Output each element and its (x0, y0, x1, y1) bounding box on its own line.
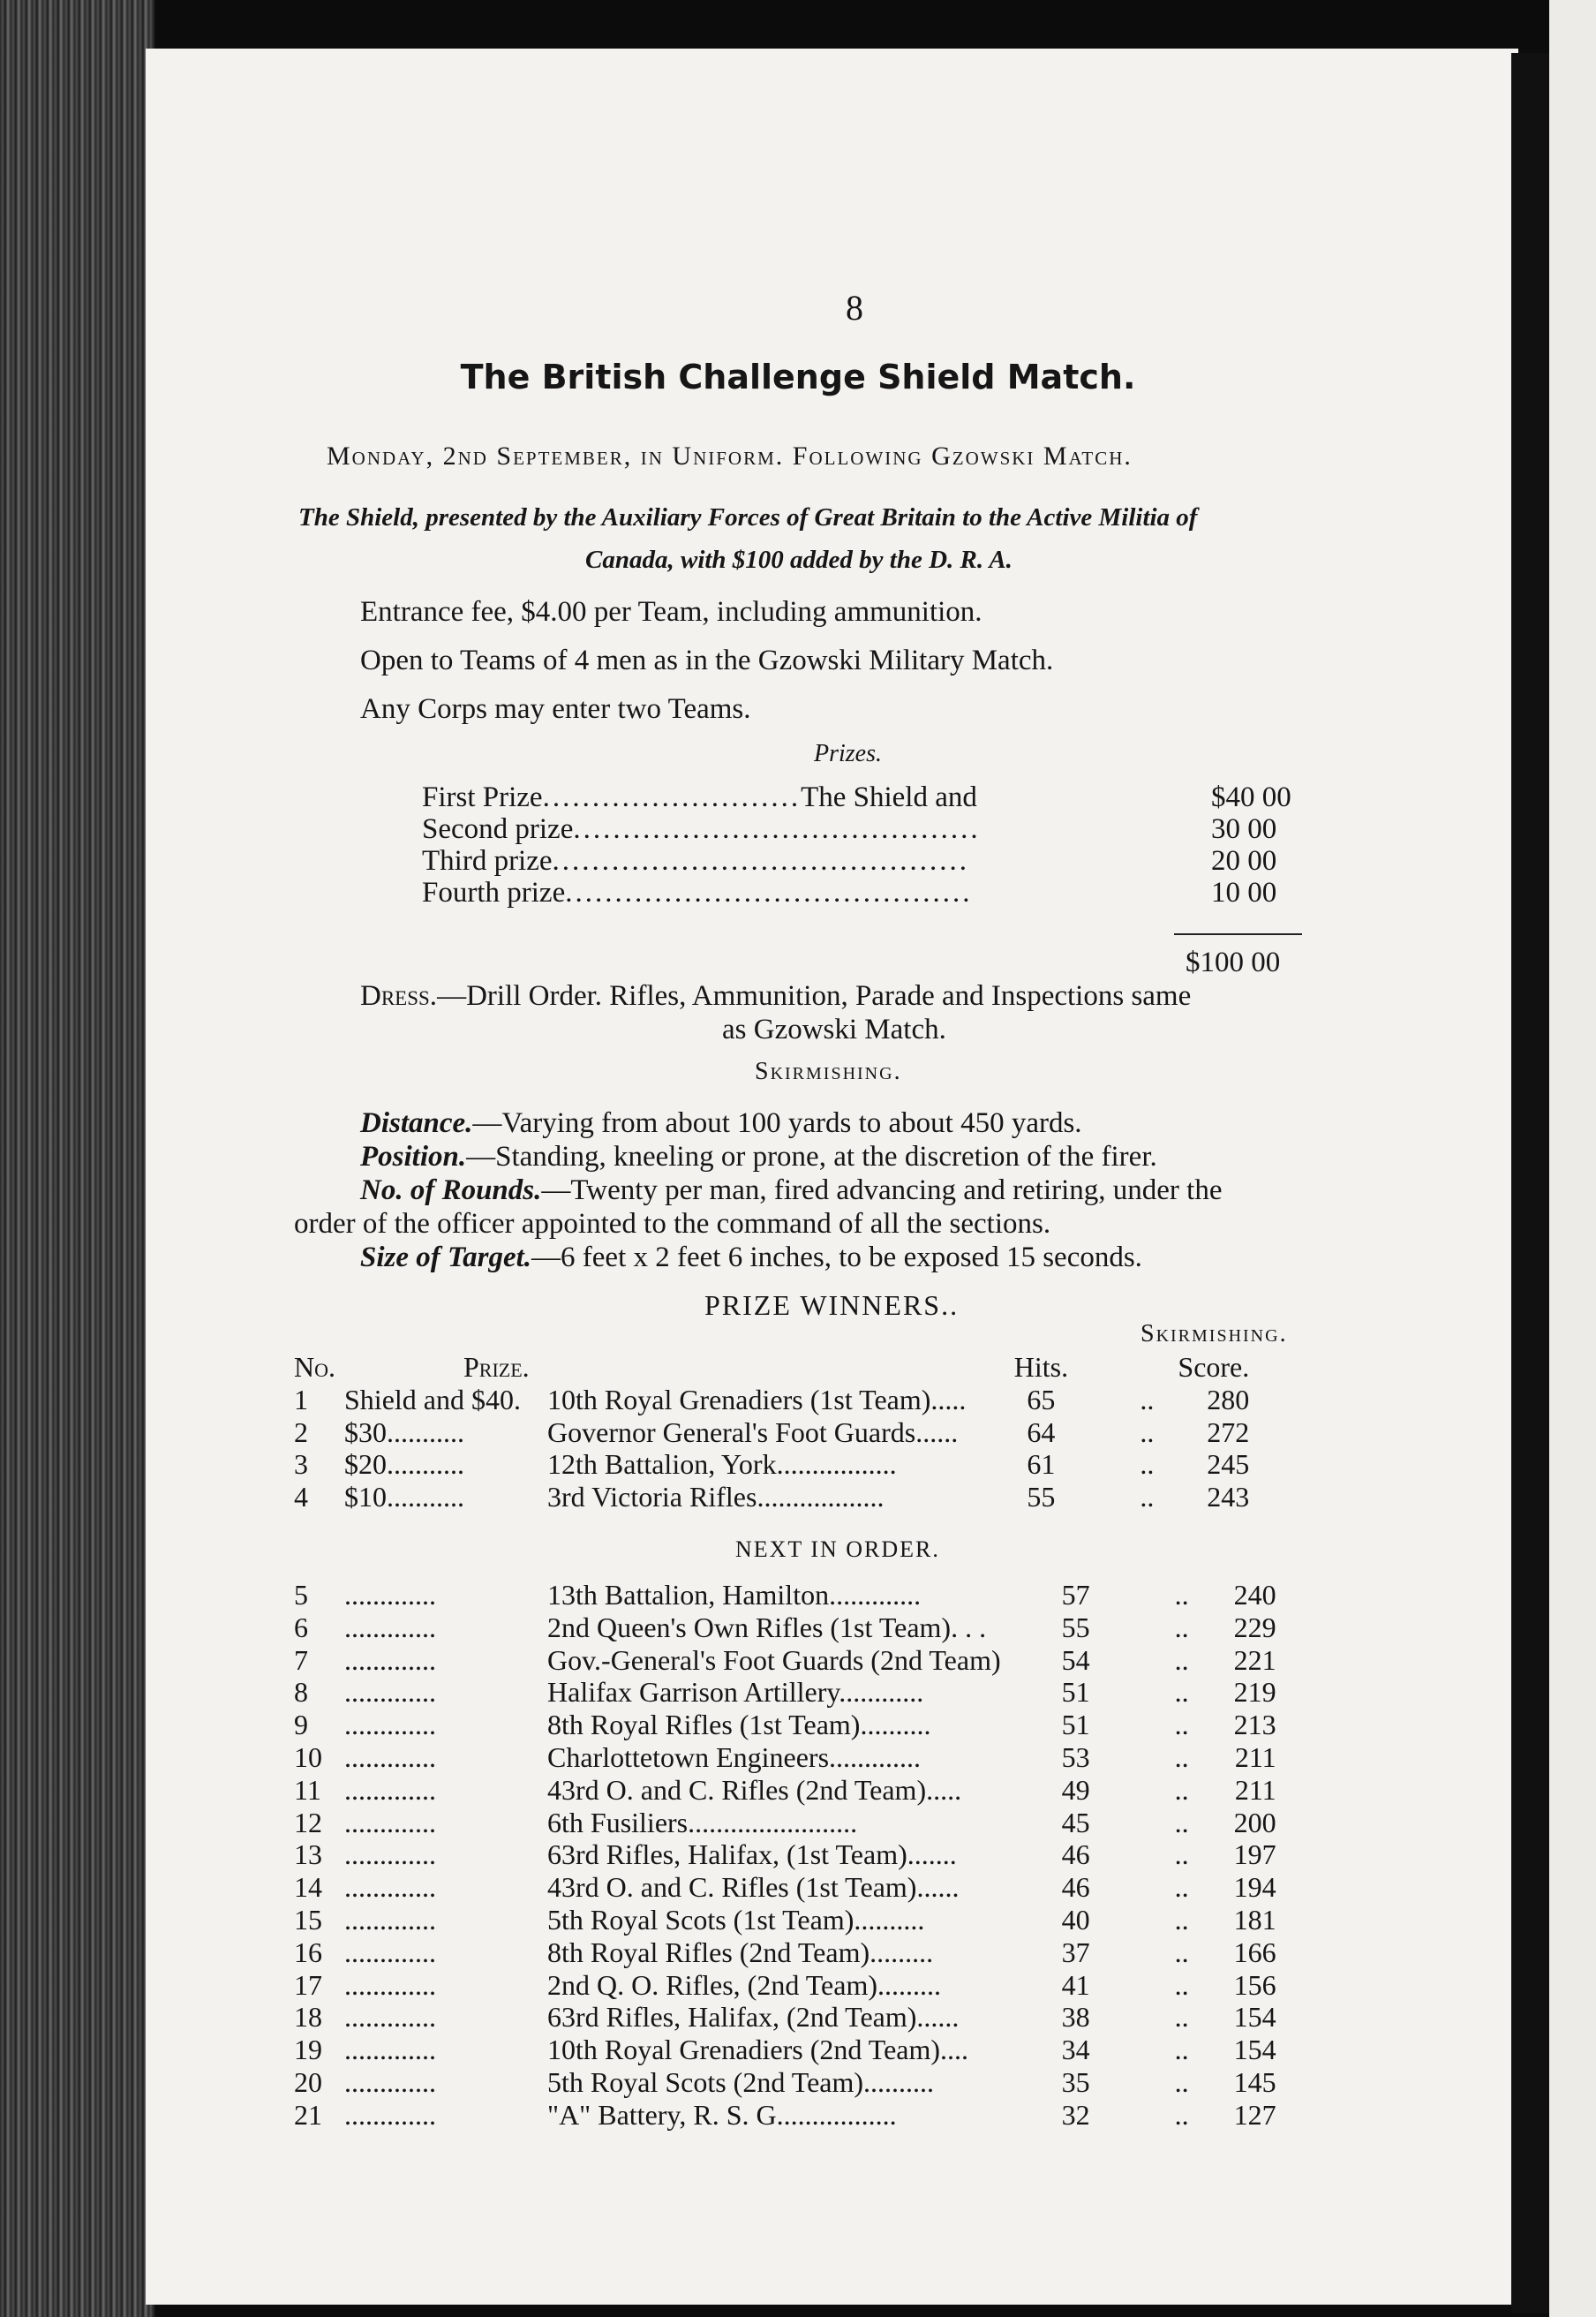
cell-prize: $30........... (344, 1415, 464, 1448)
cell-team: 8th Royal Rifles (1st Team).......... (547, 1709, 931, 1741)
cell-team: "A" Battery, R. S. G................. (547, 2098, 897, 2131)
prize-row (422, 845, 969, 878)
distance-text: —Varying from about 100 yards to about 450 yards. (472, 1107, 1082, 1139)
table-row (294, 1644, 1276, 1677)
position-text: —Standing, kneeling or prone, at the discretion of the firer. (466, 1141, 1157, 1173)
cell-no: 21 (294, 2098, 322, 2131)
table-row (294, 1579, 1276, 1611)
cell-separator: .. (1174, 2065, 1189, 2098)
prize-amount: $40 00 (1211, 781, 1291, 813)
date-line: Monday, 2nd September, in Uniform. Following Gzowski Match. (327, 442, 1133, 471)
cell-team: Charlottetown Engineers............. (547, 1740, 922, 1773)
table-row (294, 1384, 1249, 1416)
cell-score: 156 (1233, 1968, 1276, 2001)
rounds-line (360, 1174, 1222, 1207)
prize-row (422, 813, 981, 846)
cell-team: 12th Battalion, York................. (547, 1448, 897, 1481)
distance-label: Distance. (360, 1107, 473, 1139)
cell-prize: ............. (344, 2065, 436, 2098)
cell-score: 194 (1233, 1871, 1276, 1904)
table-row (294, 1741, 1276, 1774)
entrance-fee-text: Entrance fee, $4.00 per Team, including ammunition. (360, 596, 982, 628)
cell-score: 181 (1233, 1903, 1276, 1936)
cell-prize: Shield and $40. (344, 1383, 521, 1415)
cell-no: 13 (294, 1838, 322, 1871)
open-to-text: Open to Teams of 4 men as in the Gzowski Military Match. (360, 645, 1054, 676)
rounds-label: No. of Rounds. (360, 1174, 542, 1206)
description-line-1: The Shield, presented by the Auxiliary Forces of Great Britain to the Active Militia of (298, 503, 1198, 532)
dress-text: —Drill Order. Rifles, Ammunition, Parade and Inspections same (437, 980, 1192, 1012)
cell-score: 211 (1234, 1773, 1276, 1806)
col-header-no: No. (294, 1351, 335, 1383)
cell-no: 7 (294, 1643, 308, 1676)
cell-score: 211 (1234, 1740, 1276, 1773)
cell-separator: .. (1174, 1676, 1189, 1709)
cell-no: 11 (294, 1773, 321, 1806)
cell-hits: 37 (1061, 1936, 1090, 1968)
table-row (294, 1904, 1276, 1936)
cell-team: 10th Royal Grenadiers (2nd Team).... (547, 2034, 969, 2066)
cell-separator: .. (1174, 1740, 1189, 1773)
prize-leader-dots: ......................................... (573, 813, 981, 845)
cell-prize: ............. (344, 1871, 436, 1904)
dress-label: Dress. (360, 980, 438, 1012)
cell-prize: $20........... (344, 1448, 464, 1481)
prize-leader-dots: .......................................... (552, 845, 970, 877)
book-page-edges-left (0, 0, 154, 2317)
cell-no: 6 (294, 1611, 308, 1643)
cell-score: 145 (1233, 2065, 1276, 2098)
table-row (294, 1774, 1276, 1807)
cell-score: 154 (1233, 2034, 1276, 2066)
cell-team: 5th Royal Scots (2nd Team).......... (547, 2065, 935, 2098)
prize-leader-dots: ......................................... (565, 877, 973, 909)
cell-score: 166 (1233, 1936, 1276, 1968)
prize-row (422, 877, 972, 909)
cell-separator: .. (1140, 1481, 1155, 1513)
prize-label: Second prize (422, 813, 574, 845)
table-row (294, 2066, 1276, 2099)
cell-hits: 49 (1061, 1773, 1090, 1806)
cell-prize: ............. (344, 1806, 436, 1838)
cell-prize: ............. (344, 1709, 436, 1741)
cell-hits: 45 (1061, 1806, 1090, 1838)
cell-separator: .. (1174, 2034, 1189, 2066)
prize-label: First Prize (422, 781, 543, 813)
cell-prize: ............. (344, 1838, 436, 1871)
cell-separator: .. (1140, 1415, 1155, 1448)
cell-no: 19 (294, 2034, 322, 2066)
table-row (294, 1969, 1276, 2002)
table-row (294, 1676, 1276, 1709)
position-line (360, 1141, 1157, 1174)
prize-winners-heading: PRIZE WINNERS.. (704, 1289, 960, 1321)
cell-separator: .. (1174, 1838, 1189, 1871)
cell-prize: ............. (344, 1968, 436, 2001)
cell-hits: 57 (1061, 1579, 1090, 1611)
cell-score: 197 (1233, 1838, 1276, 1871)
table-row (294, 2001, 1276, 2034)
total-rule (1174, 933, 1302, 935)
cell-team: 5th Royal Scots (1st Team).......... (547, 1903, 925, 1936)
prize-description: The Shield and (801, 781, 977, 813)
prize-amount: 20 00 (1211, 845, 1277, 877)
cell-team: 63rd Rifles, Halifax, (2nd Team)...... (547, 2001, 960, 2034)
cell-no: 15 (294, 1903, 322, 1936)
table-row (294, 1807, 1276, 1839)
cell-prize: ............. (344, 1903, 436, 1936)
next-in-order-table (294, 1579, 1276, 2132)
cell-score: 221 (1233, 1643, 1276, 1676)
cell-separator: .. (1174, 1773, 1189, 1806)
cell-score: 280 (1207, 1383, 1250, 1415)
cell-prize: ............. (344, 2001, 436, 2034)
cell-no: 12 (294, 1806, 322, 1838)
table-row (294, 1416, 1249, 1449)
cell-hits: 53 (1061, 1740, 1090, 1773)
cell-score: 245 (1207, 1448, 1250, 1481)
cell-prize: ............. (344, 1579, 436, 1611)
col-header-hits: Hits. (1013, 1351, 1069, 1383)
cell-separator: .. (1174, 1903, 1189, 1936)
cell-separator: .. (1174, 1611, 1189, 1643)
cell-separator: .. (1174, 1643, 1189, 1676)
any-corps-text: Any Corps may enter two Teams. (360, 693, 751, 725)
cell-no: 9 (294, 1709, 308, 1741)
cell-separator: .. (1140, 1448, 1155, 1481)
target-line (360, 1242, 1142, 1274)
prizes-heading: Prizes. (814, 740, 882, 767)
table-row (294, 2099, 1276, 2132)
cell-hits: 51 (1061, 1709, 1090, 1741)
cell-no: 20 (294, 2065, 322, 2098)
cell-prize: ............. (344, 2034, 436, 2066)
cell-team: 3rd Victoria Rifles.................. (547, 1481, 885, 1513)
cell-team: 2nd Queen's Own Rifles (1st Team). . . (547, 1611, 987, 1643)
cell-team: Halifax Garrison Artillery............ (547, 1676, 924, 1709)
cell-prize: ............. (344, 1773, 436, 1806)
table-header-row (294, 1351, 1249, 1384)
cell-team: 10th Royal Grenadiers (1st Team)..... (547, 1383, 967, 1415)
cell-separator: .. (1174, 1968, 1189, 2001)
cell-score: 240 (1233, 1579, 1276, 1611)
prize-label: Third prize (422, 845, 553, 877)
cell-prize: ............. (344, 1740, 436, 1773)
page-number: 8 (846, 288, 863, 328)
cell-no: 3 (294, 1448, 308, 1481)
col-header-score: Score. (1178, 1351, 1250, 1383)
cell-team: Gov.-General's Foot Guards (2nd Team) (547, 1643, 1001, 1676)
cell-no: 16 (294, 1936, 322, 1968)
cell-no: 2 (294, 1415, 308, 1448)
cell-hits: 65 (1027, 1383, 1056, 1415)
cell-no: 8 (294, 1676, 308, 1709)
table-row (294, 2034, 1276, 2066)
rounds-line-2: order of the officer appointed to the command of all the sections. (294, 1208, 1051, 1240)
cell-hits: 38 (1061, 2001, 1090, 2034)
cell-team: 43rd O. and C. Rifles (1st Team)...... (547, 1871, 960, 1904)
prize-leader-dots: .......................... (542, 781, 802, 813)
cell-hits: 51 (1061, 1676, 1090, 1709)
dress-line-2: as Gzowski Match. (722, 1014, 946, 1045)
cell-team: 6th Fusiliers........................ (547, 1806, 858, 1838)
cell-score: 213 (1233, 1709, 1276, 1741)
cell-team: 2nd Q. O. Rifles, (2nd Team)......... (547, 1968, 941, 2001)
cell-no: 18 (294, 2001, 322, 2034)
table-row (294, 1481, 1249, 1513)
cell-prize: ............. (344, 2098, 436, 2131)
cell-hits: 46 (1061, 1871, 1090, 1904)
cell-separator: .. (1174, 1936, 1189, 1968)
cell-separator: .. (1174, 1806, 1189, 1838)
cell-prize: ............. (344, 1936, 436, 1968)
cell-separator: .. (1174, 1709, 1189, 1741)
prize-row (422, 781, 977, 814)
next-in-order-heading: NEXT IN ORDER. (735, 1536, 940, 1562)
cell-hits: 55 (1061, 1611, 1090, 1643)
cell-hits: 32 (1061, 2098, 1090, 2131)
distance-line (360, 1107, 1082, 1140)
cell-score: 127 (1233, 2098, 1276, 2131)
cell-score: 219 (1233, 1676, 1276, 1709)
cell-score: 200 (1233, 1806, 1276, 1838)
prize-amount: 10 00 (1211, 877, 1277, 909)
cell-separator: .. (1174, 1579, 1189, 1611)
target-text: —6 feet x 2 feet 6 inches, to be exposed 15 seconds. (531, 1242, 1142, 1273)
cell-hits: 54 (1061, 1643, 1090, 1676)
cell-score: 243 (1207, 1481, 1250, 1513)
cell-separator: .. (1174, 1871, 1189, 1904)
table-row (294, 1838, 1276, 1871)
table-row (294, 1936, 1276, 1969)
cell-no: 1 (294, 1383, 308, 1415)
cell-score: 272 (1207, 1415, 1250, 1448)
cell-hits: 55 (1027, 1481, 1056, 1513)
cell-prize: ............. (344, 1676, 436, 1709)
cell-hits: 41 (1061, 1968, 1090, 2001)
prize-label: Fourth prize (422, 877, 566, 909)
description-line-2: Canada, with $100 added by the D. R. A. (585, 546, 1013, 574)
prize-amount: 30 00 (1211, 813, 1277, 845)
cell-hits: 40 (1061, 1903, 1090, 1936)
page-title: The British Challenge Shield Match. (460, 358, 1136, 396)
cell-no: 5 (294, 1579, 308, 1611)
table-row (294, 1611, 1276, 1644)
target-label: Size of Target. (360, 1242, 532, 1273)
cell-separator: .. (1174, 2001, 1189, 2034)
cell-no: 17 (294, 1968, 322, 2001)
cell-hits: 35 (1061, 2065, 1090, 2098)
cell-team: 8th Royal Rifles (2nd Team)......... (547, 1936, 934, 1968)
table-row (294, 1871, 1276, 1904)
cell-no: 14 (294, 1871, 322, 1904)
cell-score: 229 (1233, 1611, 1276, 1643)
cell-team: Governor General's Foot Guards...... (547, 1415, 959, 1448)
cell-score: 154 (1233, 2001, 1276, 2034)
cell-hits: 64 (1027, 1415, 1056, 1448)
rounds-text: —Twenty per man, fired advancing and retiring, under the (541, 1174, 1223, 1206)
cell-prize: ............. (344, 1643, 436, 1676)
table-row (294, 1448, 1249, 1481)
skirmishing-heading: Skirmishing. (755, 1058, 902, 1085)
cell-hits: 34 (1061, 2034, 1090, 2066)
cell-no: 4 (294, 1481, 308, 1513)
cell-no: 10 (294, 1740, 322, 1773)
cell-separator: .. (1140, 1383, 1155, 1415)
cell-team: 13th Battalion, Hamilton............. (547, 1579, 922, 1611)
skirmishing-col-header: Skirmishing. (1141, 1320, 1288, 1347)
position-label: Position. (360, 1141, 467, 1173)
cell-prize: ............. (344, 1611, 436, 1643)
cell-separator: .. (1174, 2098, 1189, 2131)
cell-team: 43rd O. and C. Rifles (2nd Team)..... (547, 1773, 962, 1806)
cell-hits: 61 (1027, 1448, 1056, 1481)
cell-team: 63rd Rifles, Halifax, (1st Team)....... (547, 1838, 957, 1871)
cell-hits: 46 (1061, 1838, 1090, 1871)
cell-prize: $10........... (344, 1481, 464, 1513)
col-header-prize: Prize. (463, 1351, 530, 1383)
dress-line (360, 980, 1191, 1013)
facing-page-edge (1549, 0, 1596, 2317)
prize-total: $100 00 (1186, 947, 1281, 978)
table-row (294, 1709, 1276, 1741)
prize-winners-table (294, 1351, 1249, 1513)
